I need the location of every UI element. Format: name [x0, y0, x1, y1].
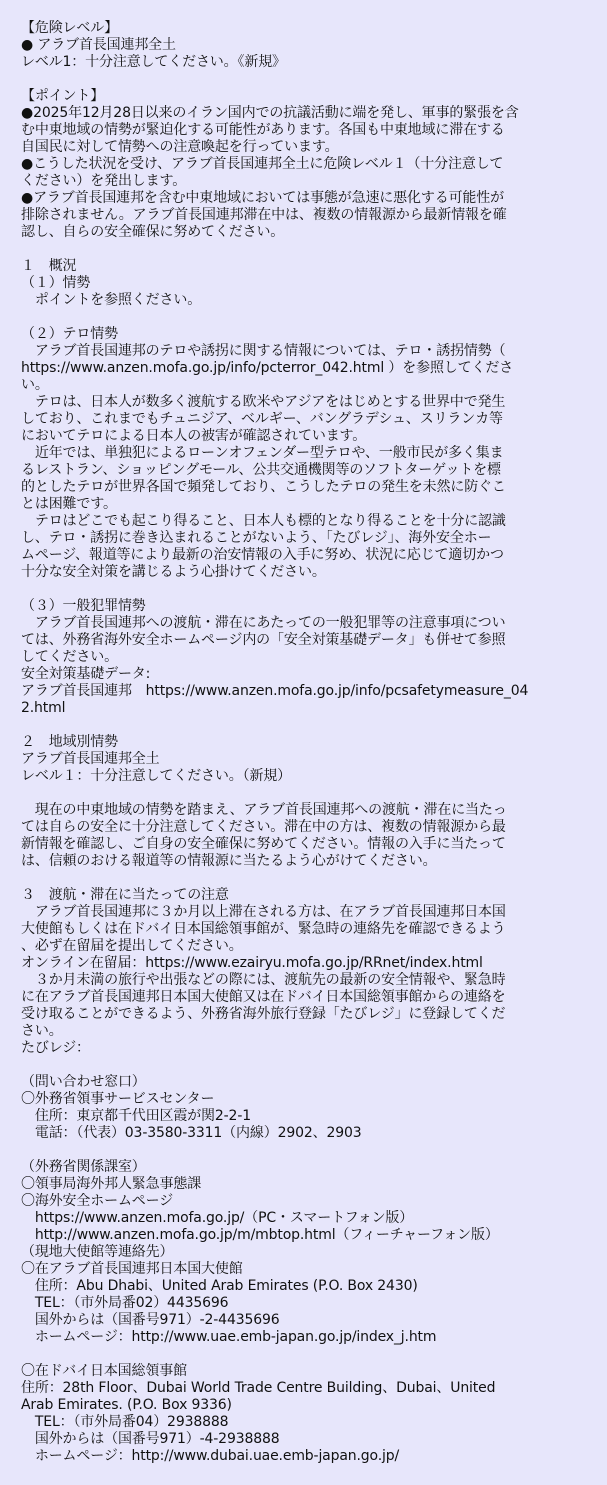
text-line: 〇海外安全ホームページ — [21, 1193, 174, 1209]
text-line: ください）を発出します。 — [21, 173, 187, 189]
text-line: （現地大使館等連絡先） — [21, 1244, 174, 1260]
text-line: ２ 地域別情勢 — [21, 734, 118, 750]
text-line: ●アラブ首長国連邦を含む中東地域においては事態が急速に悪化する可能性が — [21, 190, 504, 206]
text-line: （２）テロ情勢 — [21, 326, 118, 342]
blank-line — [0, 717, 607, 734]
text-line: ●2025年12月28日以来のイラン国内での抗議活動に端を発し、軍事的緊張を含 — [21, 105, 519, 121]
blank-line — [0, 309, 607, 326]
text-line: 〇領事局海外邦人緊急事態課 — [21, 1176, 202, 1192]
text-line: とは困難です。 — [21, 496, 117, 512]
text-line: レベル1：十分注意してください。《新規》 — [21, 54, 286, 70]
text-line: オンライン在留届：https://www.ezairyu.mofa.go.jp/RRnet/index.html — [21, 955, 483, 971]
text-line: アラブ首長国連邦への渡航・滞在にあたっての一般犯罪等の注意事項につい — [21, 615, 506, 631]
text-line: においてテロによる日本人の被害が確認されています。 — [21, 428, 367, 444]
text-line: 住所：東京都千代田区霞が関2-2-1 — [21, 1108, 251, 1124]
text-line: 国外からは（国番号971）-4-2938888 — [21, 1431, 280, 1447]
blank-line — [0, 71, 607, 88]
text-line: 自国民に対して情勢への注意喚起を行っています。 — [21, 139, 339, 155]
blank-line — [0, 241, 607, 258]
blank-line — [0, 1346, 607, 1363]
text-lines — [0, 20, 607, 1465]
text-line: テロは、日本人が数多く渡航する欧米やアジアをはじめとする世界中で発生 — [21, 394, 506, 410]
text-line: 現在の中東地域の情勢を踏まえ、アラブ首長国連邦への渡航・滞在に当たっ — [21, 802, 507, 818]
text-line: 大使館もしくは在ドバイ日本国総領事館が、緊急時の連絡先を確認できるよう — [21, 921, 506, 937]
text-line: ● アラブ首長国連邦全土 — [21, 37, 176, 53]
text-line: 新情報を確認し、ご自身の安全確保に努めてください。情報の入手に当たって — [21, 836, 506, 852]
text-line: ３か月未満の旅行や出張などの際には、渡航先の最新の安全情報や、緊急時 — [21, 972, 506, 988]
text-line: 住所：Abu Dhabi、United Arab Emirates (P.O. Box 2430) — [21, 1278, 418, 1294]
text-line: ホームページ：http://www.dubai.uae.emb-japan.go.jp/ — [21, 1448, 400, 1464]
text-line: 受け取ることができるよう、外務省海外旅行登録「たびレジ」に登録してくだ — [21, 1006, 506, 1022]
text-line: TEL：（市外局番02）4435696 — [21, 1295, 229, 1311]
blank-line — [0, 1142, 607, 1159]
text-line: 安全対策基礎データ: — [21, 666, 151, 682]
text-line: 認し、自らの安全確保に努めてください。 — [21, 224, 285, 240]
text-line: １ 概況 — [21, 258, 77, 274]
text-line: テロはどこでも起こり得ること、日本人も標的となり得ることを十分に認識 — [21, 513, 506, 529]
text-line: TEL：（市外局番04）2938888 — [21, 1414, 229, 1430]
text-line: 、必ず在留届を提出してください。 — [21, 938, 243, 954]
text-line: （問い合わせ窓口） — [21, 1074, 146, 1090]
blank-line — [0, 581, 607, 598]
text-line: https://www.anzen.mofa.go.jp/info/pcterror_042.html ）を参照してくださ — [21, 360, 514, 376]
text-line: 電話：（代表）03-3580-3311（内線）2902、2903 — [21, 1125, 362, 1141]
text-line: （３）一般犯罪情勢 — [21, 598, 146, 614]
text-line: 〇在ドバイ日本国総領事館 — [21, 1363, 187, 1379]
text-line: ては、外務省海外安全ホームページ内の「安全対策基礎データ」も併せて参照 — [21, 632, 506, 648]
blank-line — [0, 785, 607, 802]
text-line: （１）情勢 — [21, 275, 91, 291]
text-line: 排除されません。アラブ首長国連邦滞在中は、複数の情報源から最新情報を確 — [21, 207, 507, 223]
text-line: ムページ、報道等により最新の治安情報の入手に努め、状況に応じて適切かつ — [21, 547, 504, 563]
text-line: ては自らの安全に十分注意してください。滞在中の方は、複数の情報源から最 — [21, 819, 506, 835]
blank-line — [0, 870, 607, 887]
text-line: し、テロ・誘拐に巻き込まれることがないよう、「たびレジ」、海外安全ホー — [21, 530, 492, 546]
text-line: アラブ首長国連邦全土 — [21, 751, 160, 767]
text-line: む中東地域の情勢が緊迫化する可能性があります。各国も中東地域に滞在する — [21, 122, 505, 138]
text-line: ホームページ：http://www.uae.emb-japan.go.jp/index_j.htm — [21, 1329, 437, 1345]
text-line: 国外からは（国番号971）-2-4435696 — [21, 1312, 280, 1328]
top-padding — [0, 0, 607, 20]
text-line: アラブ首長国連邦に３か月以上滞在される方は、在アラブ首長国連邦日本国 — [21, 904, 506, 920]
text-line: Arab Emirates. (P.O. Box 9336) — [21, 1397, 232, 1413]
text-line: 2.html — [21, 700, 66, 716]
text-line: しており、これまでもチュニジア、ベルギー、バングラデシュ、スリランカ等 — [21, 411, 503, 427]
text-line: 的としたテロが世界各国で頻発しており、こうしたテロの発生を未然に防ぐこ — [21, 479, 506, 495]
text-line: してください。 — [21, 649, 118, 665]
text-line: ポイントを参照ください。 — [21, 292, 202, 308]
text-line: 住所：28th Floor、Dubai World Trade Centre Building、Dubai、United — [21, 1380, 496, 1396]
text-line: い。 — [21, 377, 49, 393]
text-line: 【危険レベル】 — [21, 20, 118, 36]
text-line: は、信頼のおける報道等の情報源に当たるよう心がけてください。 — [21, 853, 437, 869]
text-line: るレストラン、ショッピングモール、公共交通機関等のソフトターゲットを標 — [21, 462, 501, 478]
text-line: 〇外務省領事サービスセンター — [21, 1091, 215, 1107]
text-line: レベル１：十分注意してください。（新規） — [21, 768, 291, 784]
text-line: 近年では、単独犯によるローンオフェンダー型テロや、一般市民が多く集ま — [21, 445, 504, 461]
text-line: https://www.anzen.mofa.go.jp/（PC・スマートフォン版） — [21, 1210, 414, 1226]
text-line: 【ポイント】 — [21, 88, 105, 104]
text-line: （外務省関係課室） — [21, 1159, 146, 1175]
text-line: ●こうした状況を受け、アラブ首長国連邦全土に危険レベル１（十分注意して — [21, 156, 504, 172]
text-line: ３ 渡航・滞在に当たっての注意 — [21, 887, 229, 903]
text-line: たびレジ： — [21, 1040, 90, 1056]
text-line: に在アラブ首長国連邦日本国大使館又は在ドバイ日本国総領事館からの連絡を — [21, 989, 506, 1005]
text-line: アラブ首長国連邦のテロや誘拐に関する情報については、テロ・誘拐情勢（ — [21, 343, 506, 359]
text-line: 〇在アラブ首長国連邦日本国大使館 — [21, 1261, 243, 1277]
text-line: http://www.anzen.mofa.go.jp/m/mbtop.html（フィーチャーフォン版） — [21, 1227, 499, 1243]
text-line: アラブ首長国連邦 https://www.anzen.mofa.go.jp/info/pcsafetymeasure_04 — [21, 683, 529, 699]
text-line: さい。 — [21, 1023, 63, 1039]
text-line: 十分な安全対策を講じるよう心掛けてください。 — [21, 564, 326, 580]
blank-line — [0, 1057, 607, 1074]
